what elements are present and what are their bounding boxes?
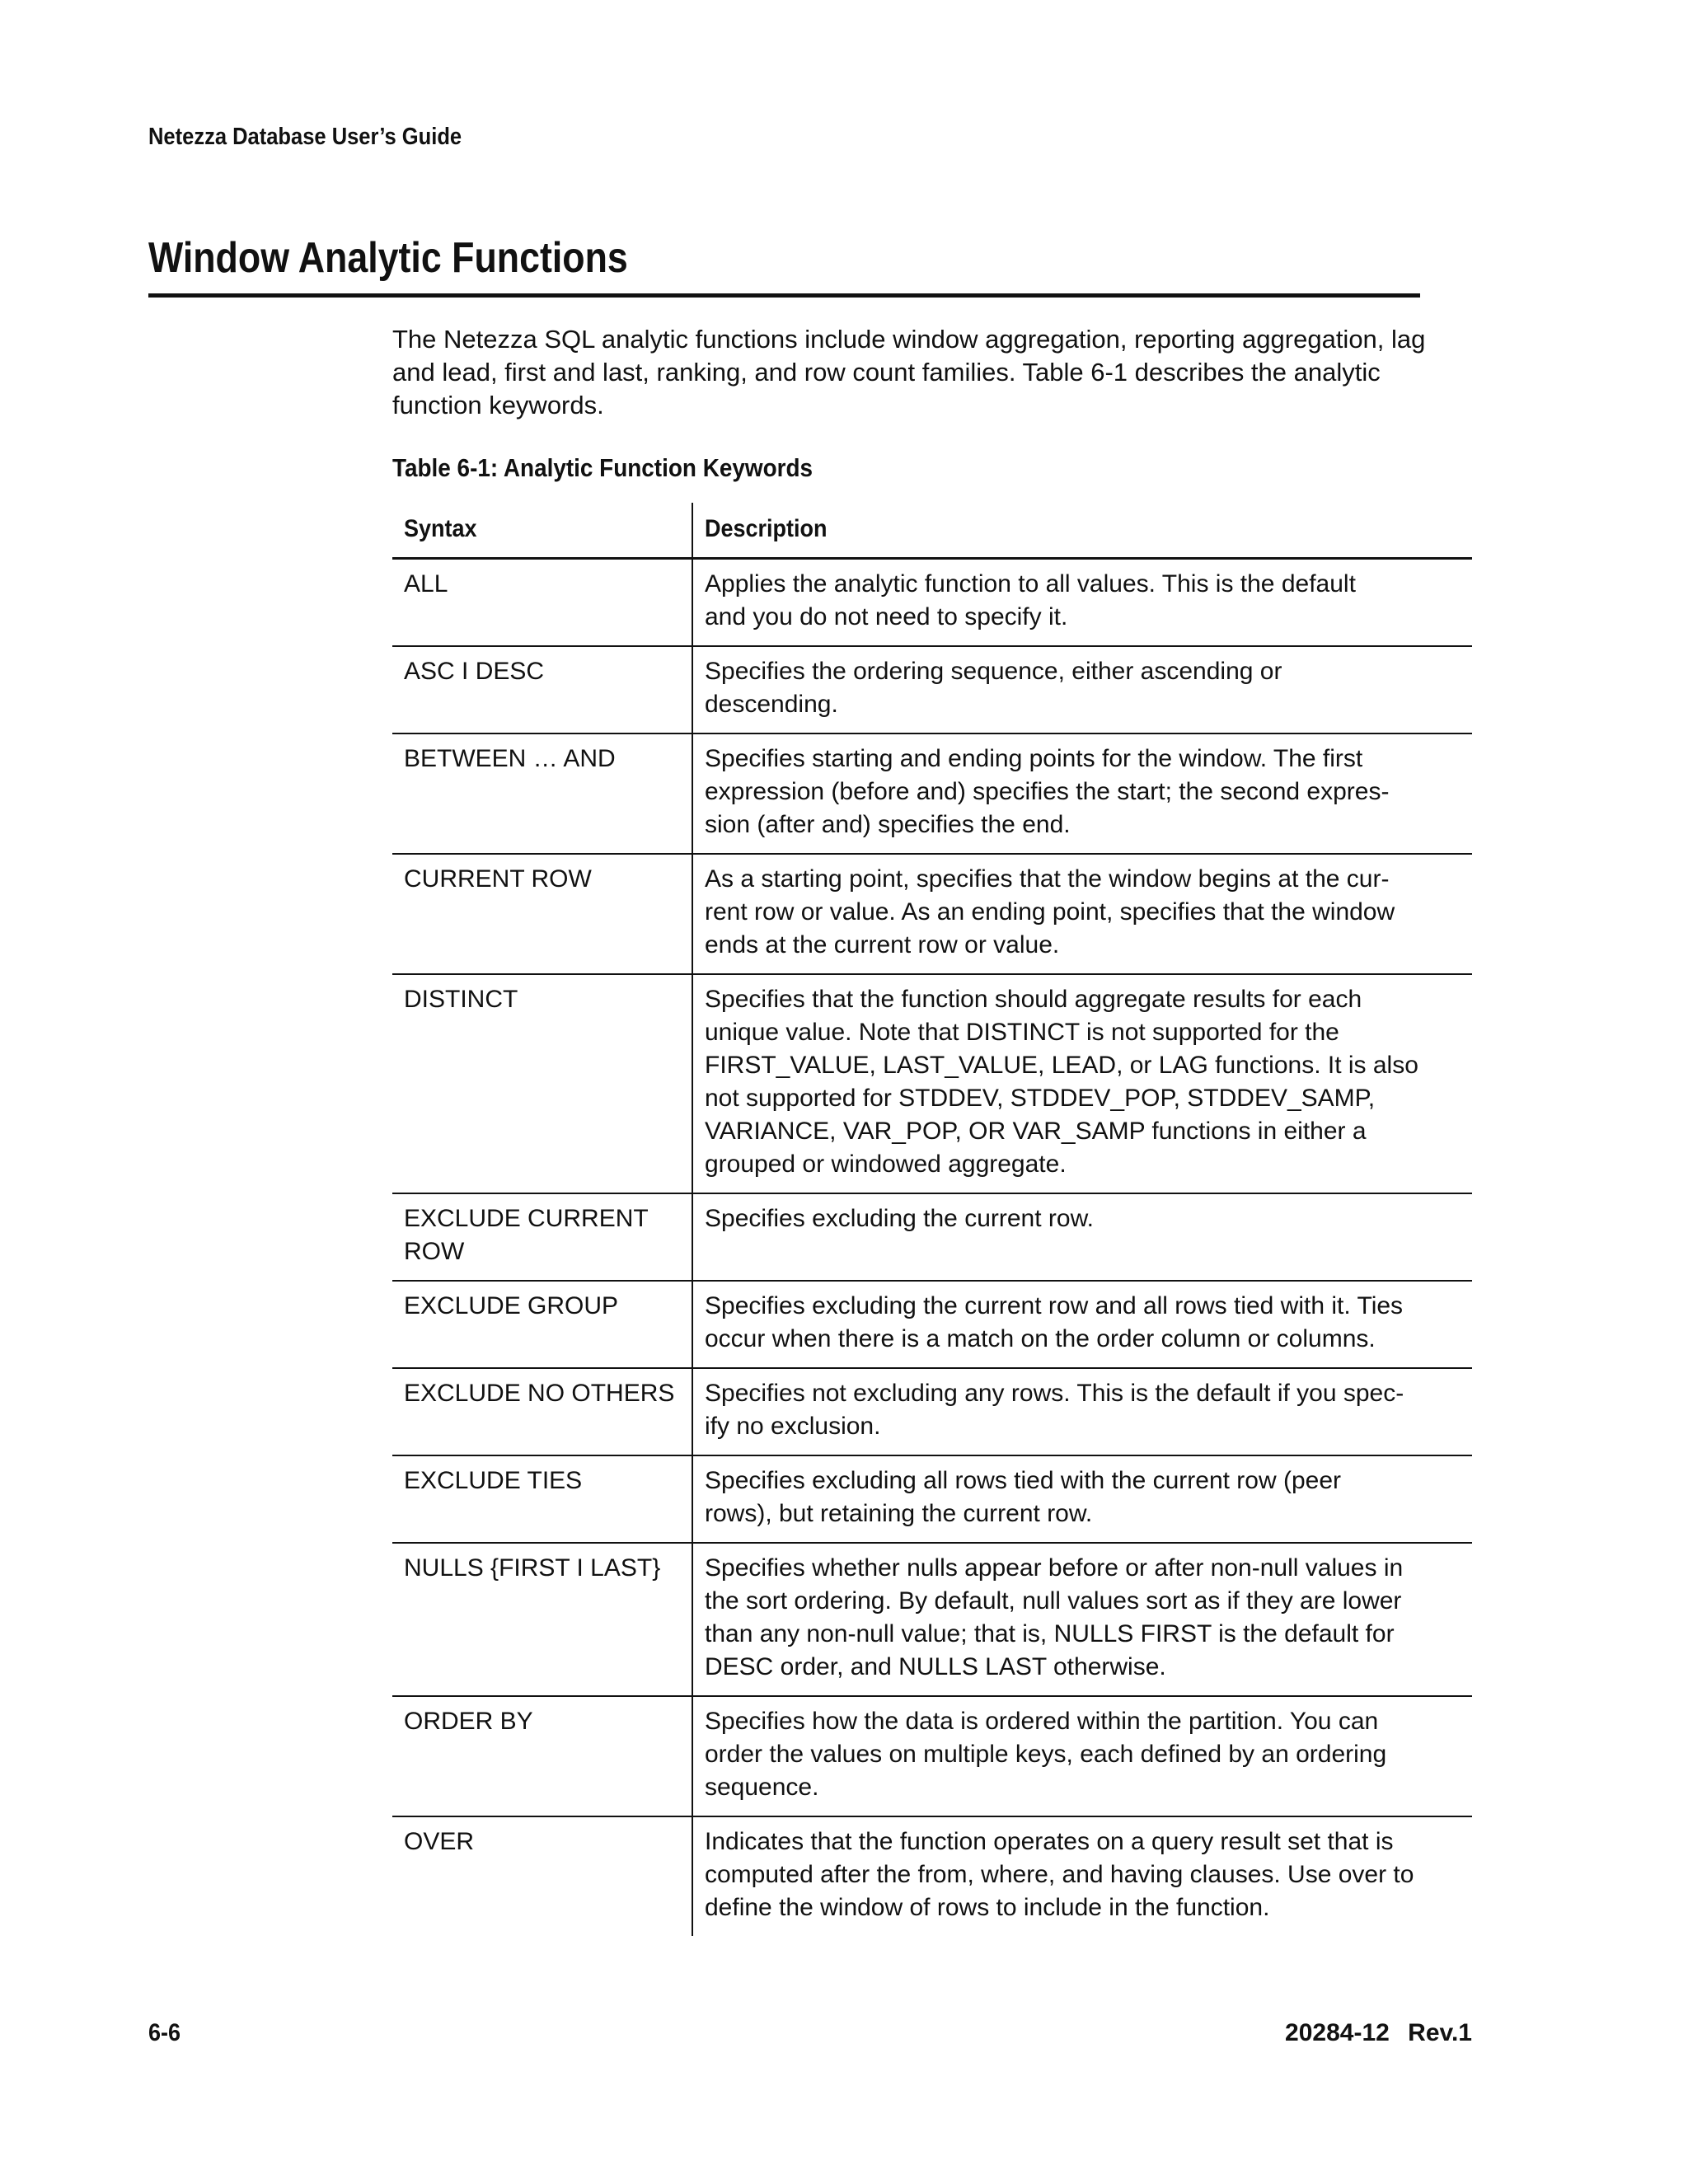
description-cell	[692, 1455, 1472, 1543]
table-row	[392, 1696, 1472, 1816]
description-text: Specifies whether nulls appear before or after non-null values in	[705, 1554, 1404, 1582]
syntax-cell	[392, 1696, 692, 1816]
syntax-cell	[392, 646, 692, 733]
syntax-text: EXCLUDE TIES	[404, 1467, 583, 1494]
syntax-text: ORDER BY	[404, 1708, 533, 1735]
description-cell	[692, 974, 1472, 1193]
table-row	[392, 1455, 1472, 1543]
description-text: Specifies how the data is ordered within the partition. You can	[705, 1708, 1379, 1735]
description-text: order the values on multiple keys, each defined by an ordering	[705, 1741, 1387, 1768]
description-cell	[692, 733, 1472, 854]
syntax-cell	[392, 1368, 692, 1455]
syntax-cell	[392, 1816, 692, 1936]
description-cell	[692, 854, 1472, 974]
table-body	[392, 559, 1472, 1937]
description-text: sequence.	[705, 1774, 819, 1801]
syntax-cell	[392, 559, 692, 647]
table-row	[392, 1281, 1472, 1368]
syntax-text: EXCLUDE GROUP	[404, 1292, 619, 1319]
syntax-cell	[392, 1455, 692, 1543]
table-row	[392, 646, 1472, 733]
description-text: expression (before and) specifies the start; the second expres-	[705, 778, 1390, 805]
description-cell	[692, 559, 1472, 647]
syntax-text: DISTINCT	[404, 986, 518, 1013]
syntax-cell	[392, 1193, 692, 1281]
syntax-cell	[392, 733, 692, 854]
description-text: Specifies that the function should aggregate results for each	[705, 986, 1362, 1013]
description-text: grouped or windowed aggregate.	[705, 1151, 1067, 1178]
syntax-text: EXCLUDE CURRENT	[404, 1205, 649, 1232]
intro-line: and lead, first and last, ranking, and row count families. Table 6-1 describes the analytic	[392, 358, 1381, 387]
syntax-text: NULLS {FIRST I LAST}	[404, 1554, 661, 1582]
document-id: 20284-12 Rev.1	[1285, 2019, 1472, 2046]
table-row	[392, 974, 1472, 1193]
description-text: than any non-null value; that is, NULLS FIRST is the default for	[705, 1620, 1395, 1647]
description-cell	[692, 646, 1472, 733]
running-header: Netezza Database User’s Guide	[148, 124, 462, 150]
description-text: VARIANCE, VAR_POP, OR VAR_SAMP functions in either a	[705, 1118, 1367, 1145]
syntax-text: EXCLUDE NO OTHERS	[404, 1380, 675, 1407]
description-column-header: Description	[692, 503, 1472, 559]
table-row	[392, 854, 1472, 974]
description-text: and you do not need to specify it.	[705, 603, 1068, 630]
description-text: descending.	[705, 691, 838, 718]
intro-paragraph	[392, 323, 1489, 422]
description-text: Indicates that the function operates on a query result set that is	[705, 1828, 1394, 1855]
table-row	[392, 1193, 1472, 1281]
description-text: unique value. Note that DISTINCT is not supported for the	[705, 1019, 1339, 1046]
description-cell	[692, 1368, 1472, 1455]
syntax-text: ASC I DESC	[404, 658, 545, 685]
description-cell	[692, 1816, 1472, 1936]
table-row	[392, 733, 1472, 854]
description-text: rent row or value. As an ending point, specifies that the window	[705, 898, 1395, 926]
description-text: rows), but retaining the current row.	[705, 1500, 1093, 1527]
description-text: As a starting point, specifies that the window begins at the cur-	[705, 865, 1390, 893]
table-row	[392, 559, 1472, 647]
description-text: define the window of rows to include in the function.	[705, 1894, 1270, 1921]
description-text: FIRST_VALUE, LAST_VALUE, LEAD, or LAG functions. It is also	[705, 1052, 1418, 1079]
syntax-cell	[392, 1281, 692, 1368]
syntax-text: BETWEEN … AND	[404, 745, 616, 772]
description-text: Specifies excluding all rows tied with the current row (peer	[705, 1467, 1342, 1494]
table-row	[392, 1816, 1472, 1936]
syntax-text: ALL	[404, 570, 448, 598]
description-text: ify no exclusion.	[705, 1413, 881, 1440]
intro-line: function keywords.	[392, 391, 604, 419]
table-row	[392, 1368, 1472, 1455]
description-text: Specifies excluding the current row.	[705, 1205, 1094, 1232]
section-title: Window Analytic Functions	[148, 234, 628, 282]
description-text: ends at the current row or value.	[705, 931, 1060, 958]
description-text: computed after the from, where, and having clauses. Use over to	[705, 1861, 1414, 1888]
syntax-column-header: Syntax	[392, 503, 692, 559]
description-text: Specifies excluding the current row and all rows tied with it. Ties	[705, 1292, 1404, 1319]
table-row	[392, 1543, 1472, 1696]
description-cell	[692, 1281, 1472, 1368]
description-text: Specifies starting and ending points for the window. The first	[705, 745, 1363, 772]
description-text: the sort ordering. By default, null values sort as if they are lower	[705, 1587, 1402, 1615]
intro-line: The Netezza SQL analytic functions include window aggregation, reporting aggregation, lag	[392, 325, 1426, 354]
page-number: 6-6	[148, 2019, 181, 2046]
description-cell	[692, 1543, 1472, 1696]
syntax-cell	[392, 974, 692, 1193]
description-text: occur when there is a match on the order column or columns.	[705, 1325, 1376, 1352]
title-rule	[148, 293, 1420, 298]
syntax-text: ROW	[404, 1238, 465, 1265]
description-text: Specifies not excluding any rows. This is the default if you spec-	[705, 1380, 1404, 1407]
description-text: sion (after and) specifies the end.	[705, 811, 1071, 838]
description-text: DESC order, and NULLS LAST otherwise.	[705, 1653, 1166, 1680]
syntax-cell	[392, 854, 692, 974]
keywords-table	[392, 503, 1472, 1936]
syntax-text: OVER	[404, 1828, 475, 1855]
description-text: not supported for STDDEV, STDDEV_POP, STDDEV_SAMP,	[705, 1085, 1376, 1112]
description-text: Applies the analytic function to all values. This is the default	[705, 570, 1356, 598]
description-cell	[692, 1696, 1472, 1816]
syntax-cell	[392, 1543, 692, 1696]
description-cell	[692, 1193, 1472, 1281]
table-header-row	[392, 503, 1472, 559]
description-text: Specifies the ordering sequence, either ascending or	[705, 658, 1282, 685]
syntax-text: CURRENT ROW	[404, 865, 592, 893]
table-caption: Table 6-1: Analytic Function Keywords	[392, 453, 814, 482]
